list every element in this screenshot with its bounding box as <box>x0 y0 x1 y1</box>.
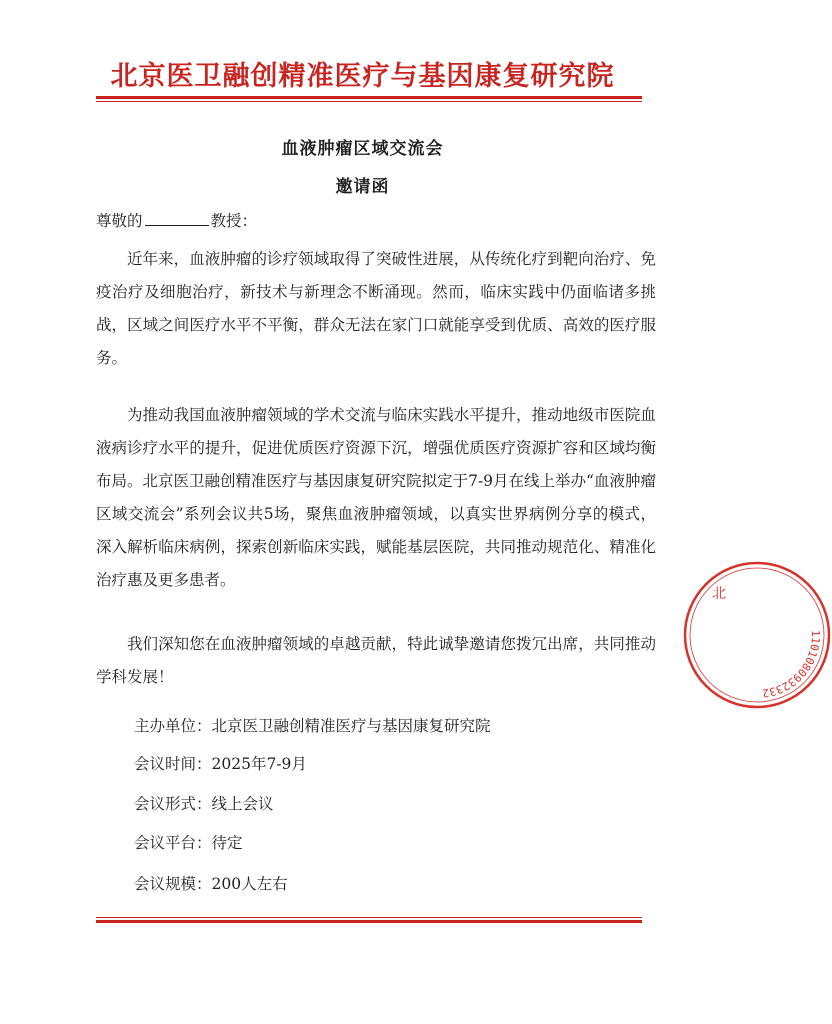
document-subtitle: 邀请函 <box>335 177 390 197</box>
detail-organizer: 主办单位：北京医卫融创精准医疗与基因康复研究院 <box>134 717 491 735</box>
paragraph-purpose: 为推动我国血液肿瘤领域的学术交流与临床实践水平提升，推动地级市医院血液病诊疗水平的提升，促进优质医疗资源下沉，增强优质医疗资源扩容和区域均衡布局。北京医卫融创精准医疗与基因康复研究院拟定于7-9月在线上举办“血液肿瘤区域交流会”系列会议共5场，聚焦血液肿瘤领域，以真实世界病例分享的模式，深入解析临床病例，探索创新临床实践，赋能基层医院，共同推动规范化、精准化治疗惠及更多患者。 <box>96 406 656 589</box>
footer-rule-thick <box>96 920 642 923</box>
salutation-suffix: 教授： <box>210 212 258 230</box>
document-title: 血液肿瘤区域交流会 <box>281 139 444 159</box>
paragraph-background: 近年来，血液肿瘤的诊疗领域取得了突破性进展，从传统化疗到靶向治疗、免疫治疗及细胞治疗，新技术与新理念不断涌现。然而，临床实践中仍面临诸多挑战，区域之间医疗水平不平衡，群众无法在家门口就能享受到优质、高效的医疗服务。 <box>96 250 656 367</box>
footer-rule-thin <box>96 917 642 918</box>
header-rule-thick <box>96 96 642 99</box>
detail-format: 会议形式：线上会议 <box>134 795 274 813</box>
detail-scale: 会议规模：200人左右 <box>134 875 288 893</box>
header-rule-thin <box>96 101 642 102</box>
detail-time: 会议时间：2025年7-9月 <box>134 755 307 773</box>
paragraph-invitation: 我们深知您在血液肿瘤领域的卓越贡献，特此诚挚邀请您拨冗出席，共同推动学科发展！ <box>96 635 656 686</box>
salutation <box>96 209 257 231</box>
seal-fragment: 北 <box>712 586 726 602</box>
seal-serial-number: 1101080932332 <box>761 629 823 700</box>
name-blank-line <box>145 211 209 226</box>
detail-platform: 会议平台：待定 <box>134 834 243 852</box>
salutation-prefix: 尊敬的 <box>96 212 143 230</box>
official-seal-stamp <box>682 560 832 710</box>
letterhead-title: 北京医卫融创精准医疗与基因康复研究院 <box>110 61 615 92</box>
